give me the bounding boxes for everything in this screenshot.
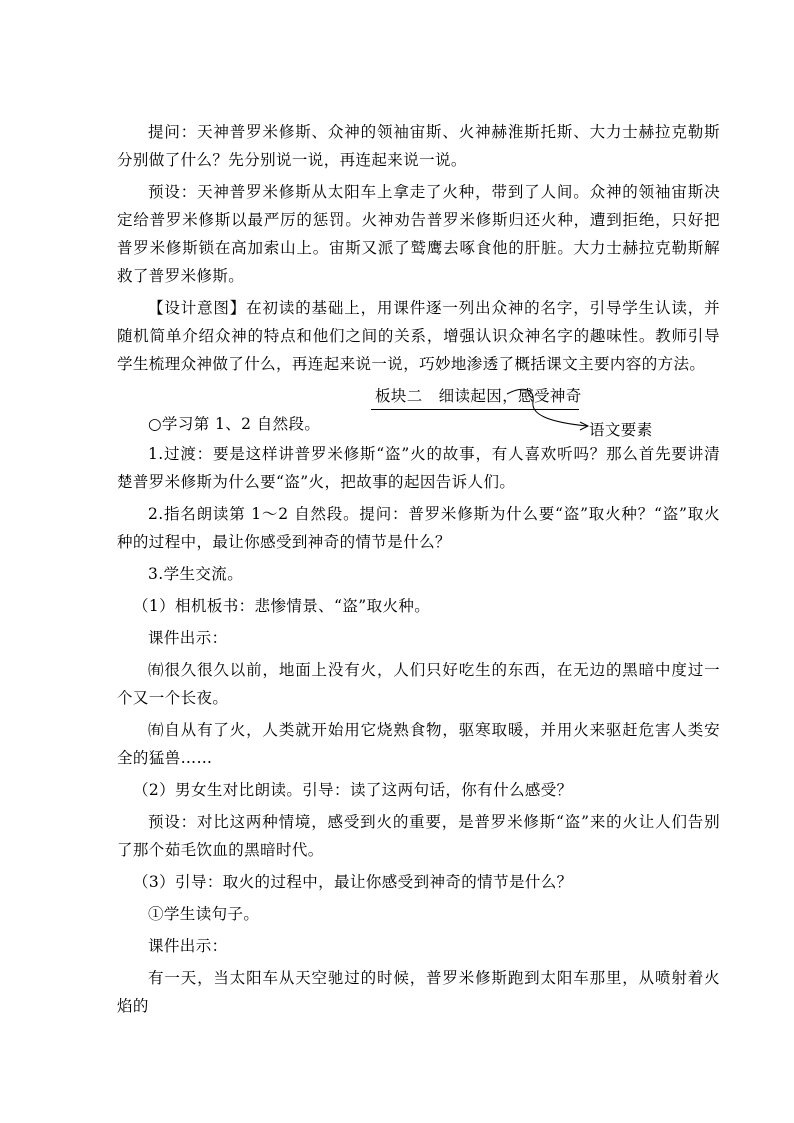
paragraph-story-excerpt: 有一天，当太阳车从天空驰过的时候，普罗米修斯跑到太阳车那里，从喷射着火焰的 [117,969,720,1015]
paragraph-reading-prompt: 2.指名朗读第 1～2 自然段。提问：普罗米修斯为什么要“盗”取火种？“盗”取火种的过程中，最让你感受到神奇的情节是什么？ [117,505,720,551]
paragraph-read-sentences: ①学生读句子。 [148,905,260,923]
section-title: 板块二 细读起因，感受神奇 [375,387,582,405]
paragraph-preset-answer: 预设：天神普罗米修斯从太阳车上拿走了火种，带到了人间。众神的领袖宙斯决定给普罗米修斯以最严厉的惩罚。火神劝告普罗米修斯归还火种，遭到拒绝，只好把普罗米修斯锁在高加索山上。宙斯又派了鹫鹰去啄食他的肝脏。大力士赫拉克勒斯解救了普罗米修斯。 [117,183,720,285]
paragraph-guide-question: （3）引导：取火的过程中，最让你感受到神奇的情节是什么？ [133,873,573,891]
paragraph-quote-2: ㈲自从有了火，人类就开始用它烧熟食物，驱寒取暖，并用火来驱赶危害人类安全的猛兽…… [117,721,720,767]
paragraph-preset-contrast: 预设：对比这两种情境，感受到火的重要，是普罗米修斯“盗”来的火让人们告别了那个茹毛饮血的黑暗时代。 [117,813,720,859]
paragraph-transition: 1.过渡：要是这样讲普罗米修斯“盗”火的故事，有人喜欢听吗？那么首先要讲清楚普罗米修斯为什么要“盗”火，把故事的起因告诉人们。 [117,445,720,491]
paragraph-student-discussion: 3.学生交流。 [148,565,244,583]
paragraph-board-writing: （1）相机板书：悲惨情景、“盗”取火种。 [133,597,431,615]
section-heading [117,382,720,410]
paragraph-design-intent: 【设计意图】在初读的基础上，用课件逐一列出众神的名字，引导学生认读，并随机简单介绍众神的特点和他们之间的关系，增强认识众神名字的趣味性。教师引导学生梳理众神做了什么，再连起来说一说，巧妙地渗透了概括课文主要内容的方法。 [117,299,720,373]
document-body [117,118,720,1024]
paragraph-courseware-label: 课件出示： [148,629,228,647]
paragraph-quote-1: ㈲很久很久以前，地面上没有火，人们只好吃生的东西，在无边的黑暗中度过一个又一个长夜。 [117,661,720,707]
paragraph-study-sections: ○学习第 1、2 自然段。 [148,415,321,433]
paragraph-question: 提问：天神普罗米修斯、众神的领袖宙斯、火神赫淮斯托斯、大力士赫拉克勒斯分别做了什么？先分别说一说，再连起来说一说。 [117,123,720,169]
section-title-underline [371,409,579,410]
annotation-label: 语文要素 [589,421,653,439]
paragraph-contrast-reading: （2）男女生对比朗读。引导：读了这两句话，你有什么感受？ [133,781,573,799]
paragraph-courseware-label-2: 课件出示： [148,937,228,955]
section-first-line [117,412,720,440]
